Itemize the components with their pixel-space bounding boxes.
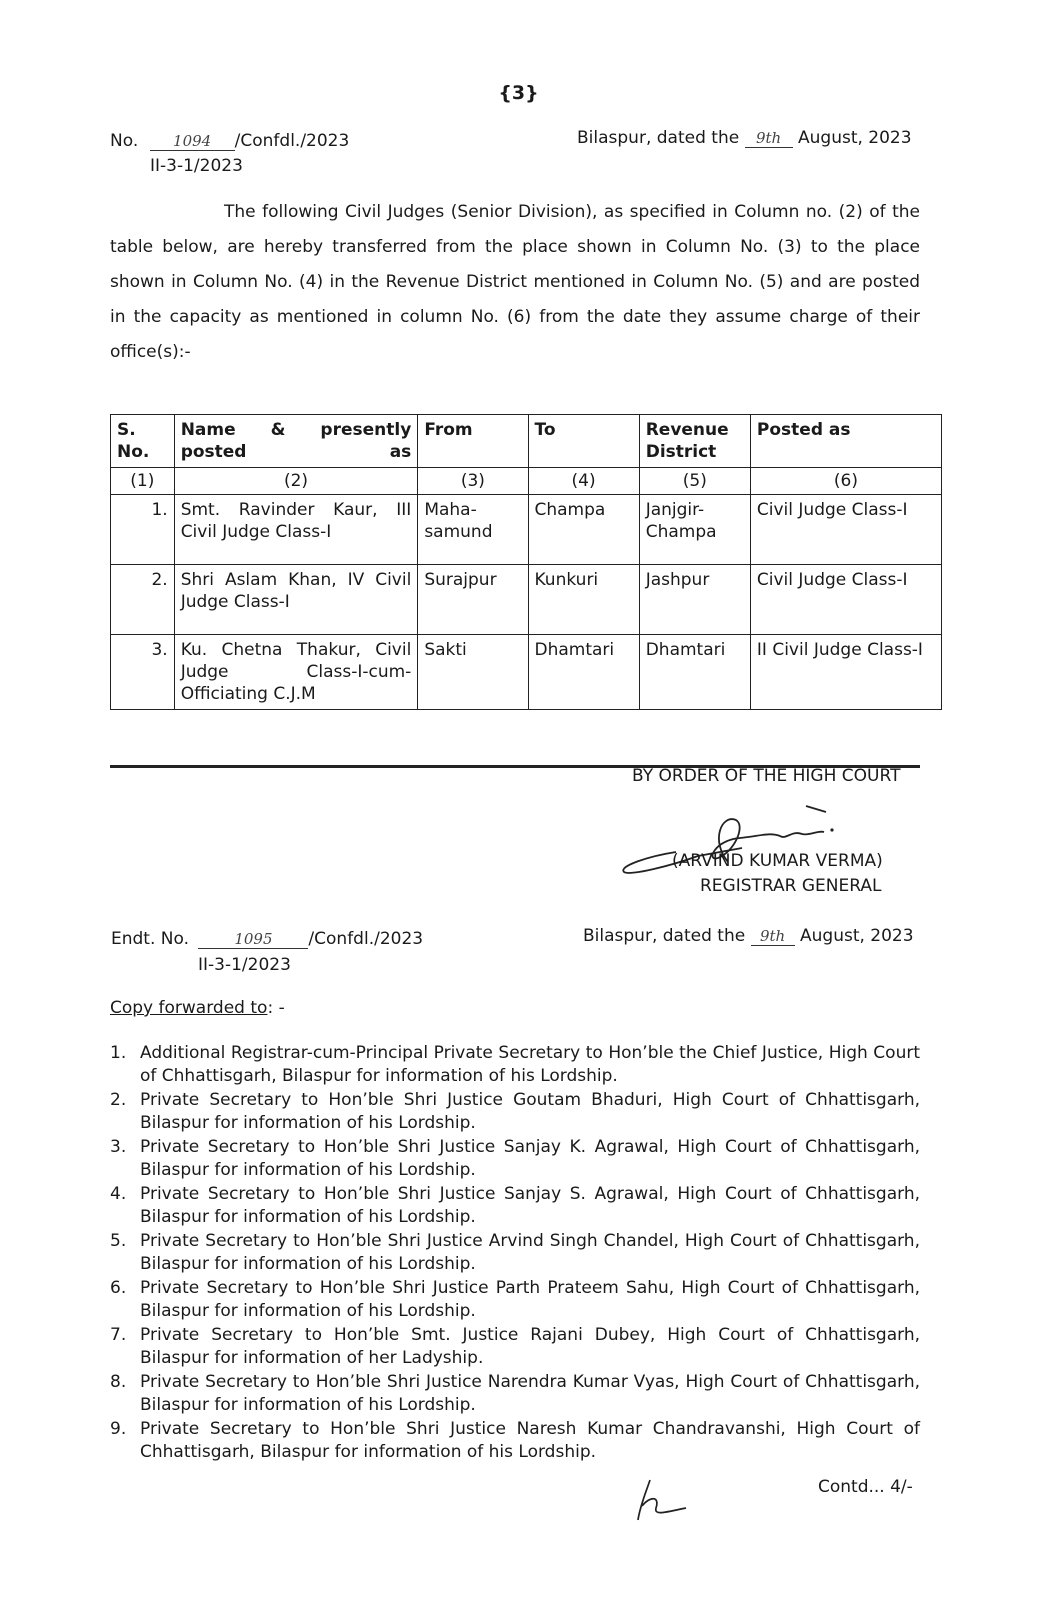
list-item-number: 9. (110, 1419, 127, 1439)
cell-posted-as: Civil Judge Class-I (750, 565, 941, 635)
continued-note: Contd... 4/- (818, 1477, 913, 1497)
column-number: (6) (750, 468, 941, 495)
list-item (110, 1042, 920, 1088)
header-to: To (528, 415, 639, 468)
list-item-number: 8. (110, 1372, 127, 1392)
list-item (110, 1089, 920, 1135)
copy-forwarded-heading (110, 998, 285, 1018)
cell-to: Champa (528, 495, 639, 565)
order-number-handwritten: 1094 (150, 132, 235, 151)
list-item-text: Private Secretary to Hon’ble Shri Justice Arvind Singh Chandel, High Court of Chhattisgarh, Bilaspur for information of his Lordship. (140, 1231, 920, 1274)
order-date (577, 128, 912, 148)
intro-paragraph (110, 195, 920, 370)
list-item (110, 1183, 920, 1229)
endt-date-handwritten: 9th (751, 927, 795, 946)
column-number-row (111, 468, 942, 495)
list-item-text: Private Secretary to Hon’ble Smt. Justice Rajani Dubey, High Court of Chhattisgarh, Bilaspur for information of her Ladyship. (140, 1325, 920, 1368)
cell-district: Janjgir-Champa (639, 495, 750, 565)
column-number: (3) (418, 468, 528, 495)
cell-name: Ku. Chetna Thakur, Civil Judge Class-I-cum-Officiating C.J.M (174, 635, 418, 710)
table-row (111, 565, 942, 635)
endorsement-file-reference: II-3-1/2023 (198, 955, 291, 975)
list-item (110, 1277, 920, 1323)
cell-name: Smt. Ravinder Kaur, III Civil Judge Class-I (174, 495, 418, 565)
list-item-number: 6. (110, 1278, 127, 1298)
header-posted-as: Posted as (750, 415, 941, 468)
column-number: (4) (528, 468, 639, 495)
by-order-text: BY ORDER OF THE HIGH COURT (632, 766, 901, 786)
order-number (110, 131, 349, 151)
date-suffix: August, 2023 (798, 128, 912, 148)
list-item (110, 1418, 920, 1464)
column-number: (1) (111, 468, 175, 495)
cell-sno: 2. (111, 565, 175, 635)
copy-forwarded-suffix: : - (267, 998, 285, 1018)
column-number: (2) (174, 468, 418, 495)
list-item-text: Private Secretary to Hon’ble Shri Justice Parth Prateem Sahu, High Court of Chhattisgarh, Bilaspur for information of his Lordship. (140, 1278, 920, 1321)
cell-from: Surajpur (418, 565, 528, 635)
table-header-row (111, 415, 942, 468)
endorsement-date (583, 926, 914, 946)
list-item (110, 1371, 920, 1417)
column-number: (5) (639, 468, 750, 495)
endt-date-suffix: August, 2023 (800, 926, 914, 946)
file-reference: II-3-1/2023 (150, 156, 243, 176)
endt-handwritten: 1095 (198, 930, 308, 949)
initials-signature (632, 1474, 702, 1524)
signatory-title: REGISTRAR GENERAL (700, 876, 882, 896)
header-revenue-district: Revenue District (639, 415, 750, 468)
cell-district: Dhamtari (639, 635, 750, 710)
cell-sno: 3. (111, 635, 175, 710)
date-handwritten: 9th (745, 129, 793, 148)
cell-from: Maha-samund (418, 495, 528, 565)
table-row (111, 495, 942, 565)
list-item-number: 5. (110, 1231, 127, 1251)
list-item (110, 1136, 920, 1182)
list-item-text: Private Secretary to Hon’ble Shri Justice Goutam Bhaduri, High Court of Chhattisgarh, Bilaspur for information of his Lordship. (140, 1090, 920, 1133)
list-item (110, 1230, 920, 1276)
endorsement-number (111, 929, 423, 949)
header-from: From (418, 415, 528, 468)
endt-date-prefix: Bilaspur, dated the (583, 926, 746, 946)
cell-from: Sakti (418, 635, 528, 710)
endt-suffix: /Confdl./2023 (308, 929, 424, 949)
transfer-table (110, 414, 942, 710)
list-item-number: 7. (110, 1325, 127, 1345)
list-item-text: Additional Registrar-cum-Principal Private Secretary to Hon’ble the Chief Justice, High Court of Chhattisgarh, Bilaspur for information of his Lordship. (140, 1043, 920, 1086)
page-number: {3} (498, 82, 539, 104)
list-item-text: Private Secretary to Hon’ble Shri Justice Narendra Kumar Vyas, High Court of Chhattisgarh, Bilaspur for information of his Lordship. (140, 1372, 920, 1415)
list-item-number: 4. (110, 1184, 127, 1204)
list-item-number: 2. (110, 1090, 127, 1110)
cell-district: Jashpur (639, 565, 750, 635)
order-number-suffix: /Confdl./2023 (234, 131, 350, 151)
header-name: Name & presently posted as (174, 415, 418, 468)
cell-to: Dhamtari (528, 635, 639, 710)
cell-sno: 1. (111, 495, 175, 565)
cell-posted-as: Civil Judge Class-I (750, 495, 941, 565)
copy-list (110, 1042, 920, 1465)
list-item-text: Private Secretary to Hon’ble Shri Justice Naresh Kumar Chandravanshi, High Court of Chhattisgarh, Bilaspur for information of his Lordship. (140, 1419, 920, 1462)
cell-to: Kunkuri (528, 565, 639, 635)
header-sno: S. No. (111, 415, 175, 468)
cell-name: Shri Aslam Khan, IV Civil Judge Class-I (174, 565, 418, 635)
intro-text: The following Civil Judges (Senior Division), as specified in Column no. (2) of the table below, are hereby transferred from the place shown in Column No. (3) to the place shown in Column No. (4) in the Revenue District mentioned in Column No. (5) and are posted in the capacity as mentioned in column No. (6) from the date they assume charge of their office(s):- (110, 202, 920, 362)
list-item (110, 1324, 920, 1370)
order-number-prefix: No. (110, 131, 139, 151)
cell-posted-as: II Civil Judge Class-I (750, 635, 941, 710)
list-item-number: 3. (110, 1137, 127, 1157)
date-prefix: Bilaspur, dated the (577, 128, 740, 148)
table-row (111, 635, 942, 710)
list-item-text: Private Secretary to Hon’ble Shri Justice Sanjay S. Agrawal, High Court of Chhattisgarh, Bilaspur for information of his Lordship. (140, 1184, 920, 1227)
signatory-name: (ARVIND KUMAR VERMA) (672, 851, 883, 871)
endt-prefix: Endt. No. (111, 929, 190, 949)
list-item-number: 1. (110, 1043, 127, 1063)
list-item-text: Private Secretary to Hon’ble Shri Justice Sanjay K. Agrawal, High Court of Chhattisgarh, Bilaspur for information of his Lordship. (140, 1137, 920, 1180)
copy-forwarded-label: Copy forwarded to (110, 998, 268, 1018)
